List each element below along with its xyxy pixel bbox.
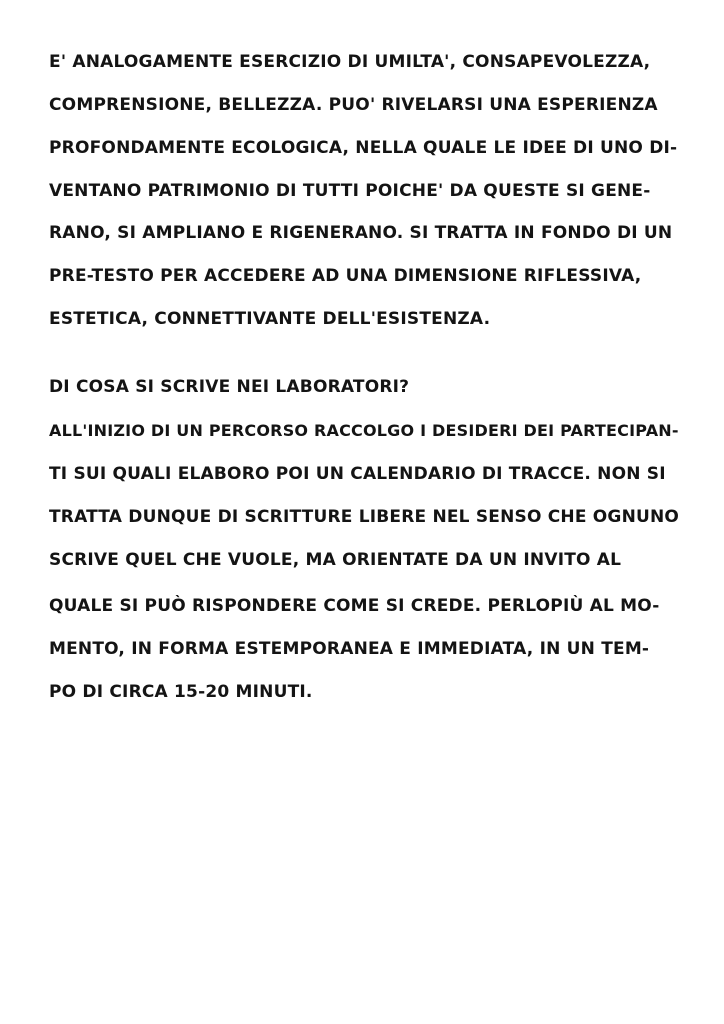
text-line: SCRIVE QUEL CHE VUOLE, MA ORIENTATE DA UN INVITO AL: [49, 550, 622, 570]
text-line: VENTANO PATRIMONIO DI TUTTI POICHE' DA QUESTE SI GENE-: [49, 181, 651, 201]
text-line: RANO, SI AMPLIANO E RIGENERANO. SI TRATTA IN FONDO DI UN: [49, 223, 673, 243]
text-line: TRATTA DUNQUE DI SCRITTURE LIBERE NEL SENSO CHE OGNUNO: [49, 507, 680, 527]
text-line: QUALE SI PUÒ RISPONDERE COME SI CREDE. PERLOPIÙ AL MO-: [49, 596, 660, 616]
text-line: PROFONDAMENTE ECOLOGICA, NELLA QUALE LE IDEE DI UNO DI-: [49, 138, 678, 158]
text-line: TI SUI QUALI ELABORO POI UN CALENDARIO DI TRACCE. NON SI: [49, 464, 666, 484]
text-line: PRE-TESTO PER ACCEDERE AD UNA DIMENSIONE RIFLESSIVA,: [49, 266, 642, 286]
text-line: PO DI CIRCA 15-20 MINUTI.: [49, 682, 313, 702]
section-question: DI COSA SI SCRIVE NEI LABORATORI?: [49, 377, 410, 397]
text-line: COMPRENSIONE, BELLEZZA. PUO' RIVELARSI UNA ESPERIENZA: [49, 95, 658, 115]
text-line: ESTETICA, CONNETTIVANTE DELL'ESISTENZA.: [49, 309, 491, 329]
text-line: ALL'INIZIO DI UN PERCORSO RACCOLGO I DESIDERI DEI PARTECIPAN-: [49, 421, 679, 440]
text-line: E' ANALOGAMENTE ESERCIZIO DI UMILTA', CONSAPEVOLEZZA,: [49, 52, 651, 72]
text-line: MENTO, IN FORMA ESTEMPORANEA E IMMEDIATA, IN UN TEM-: [49, 639, 650, 659]
